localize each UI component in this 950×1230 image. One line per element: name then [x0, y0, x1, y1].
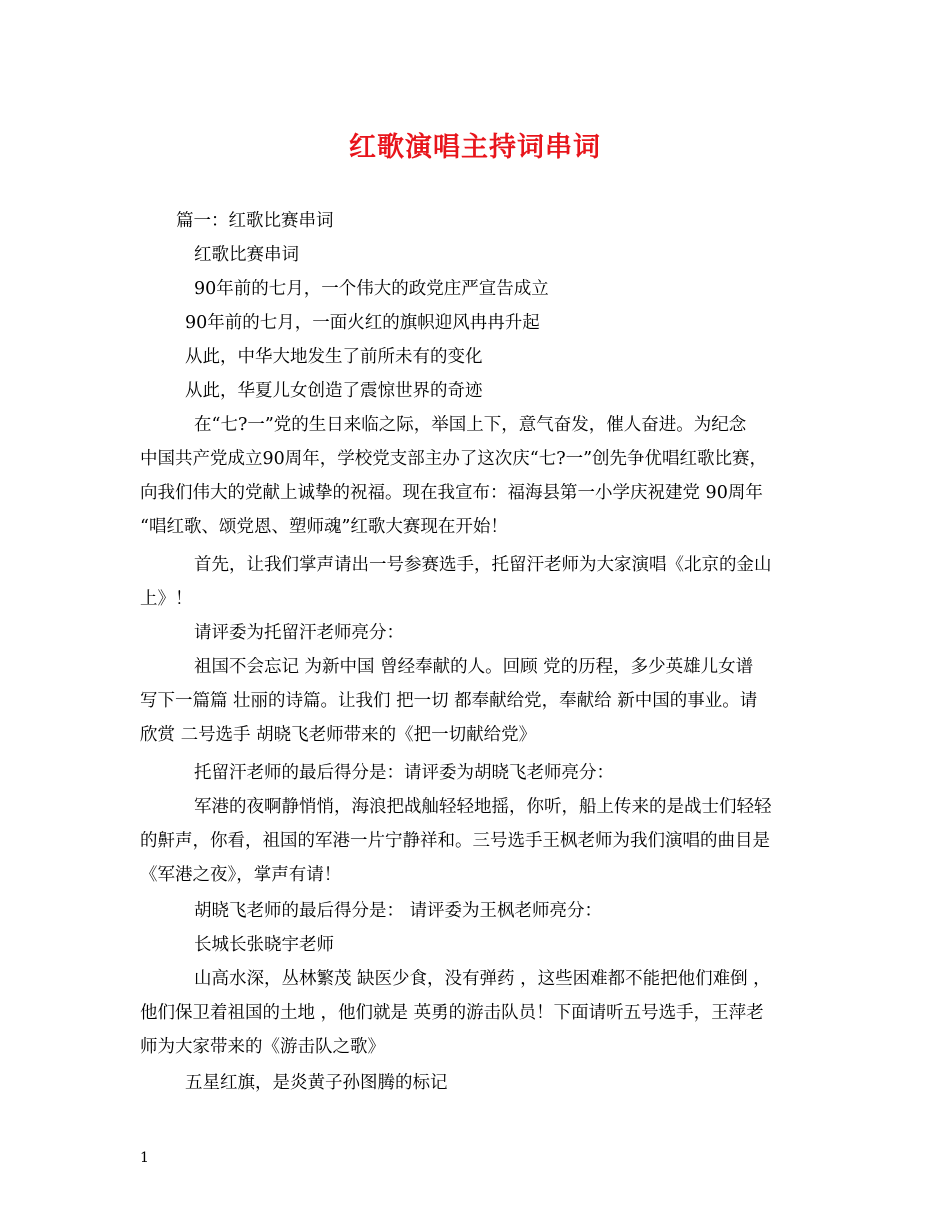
- paragraph-line: 写下一篇篇 壮丽的诗篇。让我们 把一切 都奉献给党，奉献给 新中国的事业。请: [140, 691, 758, 711]
- paragraph-line: 在“七?一”党的生日来临之际，举国上下，意气奋发，催人奋进。为纪念: [194, 415, 747, 435]
- paragraph-line: 90年前的七月，一个伟大的政党庄严宣告成立: [194, 279, 549, 299]
- paragraph-line: 师为大家带来的《游击队之歌》: [140, 1037, 385, 1057]
- paragraph-line: 的鼾声，你看，祖国的军港一片宁静祥和。三号选手王枫老师为我们演唱的曲目是: [140, 831, 770, 851]
- paragraph-line: 欣赏 二号选手 胡晓飞老师带来的《把一切献给党》: [140, 725, 537, 745]
- paragraph-line: 请评委为托留汗老师亮分：: [194, 623, 404, 643]
- paragraph-line: 托留汗老师的最后得分是：请评委为胡晓飞老师亮分：: [194, 763, 614, 783]
- section-heading: 篇一：红歌比赛串词: [176, 211, 334, 231]
- page-number: 1: [140, 1150, 149, 1166]
- paragraph-line: “唱红歌、颂党恩、塑师魂”红歌大赛现在开始！: [140, 517, 508, 537]
- paragraph-line: 从此，中华大地发生了前所未有的变化: [185, 347, 483, 367]
- paragraph-line: 中国共产党成立90周年，学校党支部主办了这次庆“七?一”创先争优唱红歌比赛，: [140, 449, 768, 469]
- paragraph-line: 祖国不会忘记 为新中国 曾经奉献的人。回顾 党的历程，多少英雄儿女谱: [194, 657, 754, 677]
- paragraph-line: 胡晓飞老师的最后得分是： 请评委为王枫老师亮分：: [194, 901, 603, 921]
- document-title: 红歌演唱主持词串词: [349, 132, 601, 163]
- paragraph-line: 从此，华夏儿女创造了震惊世界的奇迹: [185, 381, 483, 401]
- paragraph-line: 《军港之夜》，掌声有请！: [140, 865, 342, 885]
- paragraph-line: 上》！: [140, 589, 193, 609]
- paragraph-line: 红歌比赛串词: [194, 245, 299, 265]
- paragraph-line: 长城长张晓宇老师: [194, 935, 334, 955]
- paragraph-line: 山高水深，丛林繁茂 缺医少食，没有弹药 ，这些困难都不能把他们难倒 ，: [194, 969, 771, 989]
- paragraph-line: 他们保卫着祖国的土地 ，他们就是 英勇的游击队员！下面请听五号选手，王萍老: [140, 1003, 764, 1023]
- paragraph-line: 军港的夜啊静悄悄，海浪把战舢轻轻地摇，你听，船上传来的是战士们轻轻: [194, 797, 772, 817]
- paragraph-line: 首先，让我们掌声请出一号参赛选手，托留汗老师为大家演唱《北京的金山: [194, 555, 772, 575]
- paragraph-line: 向我们伟大的党献上诚挚的祝福。现在我宣布：福海县第一小学庆祝建党 90周年: [140, 483, 763, 503]
- paragraph-line: 90年前的七月，一面火红的旗帜迎风冉冉升起: [185, 313, 540, 333]
- paragraph-line: 五星红旗，是炎黄子孙图腾的标记: [185, 1073, 448, 1093]
